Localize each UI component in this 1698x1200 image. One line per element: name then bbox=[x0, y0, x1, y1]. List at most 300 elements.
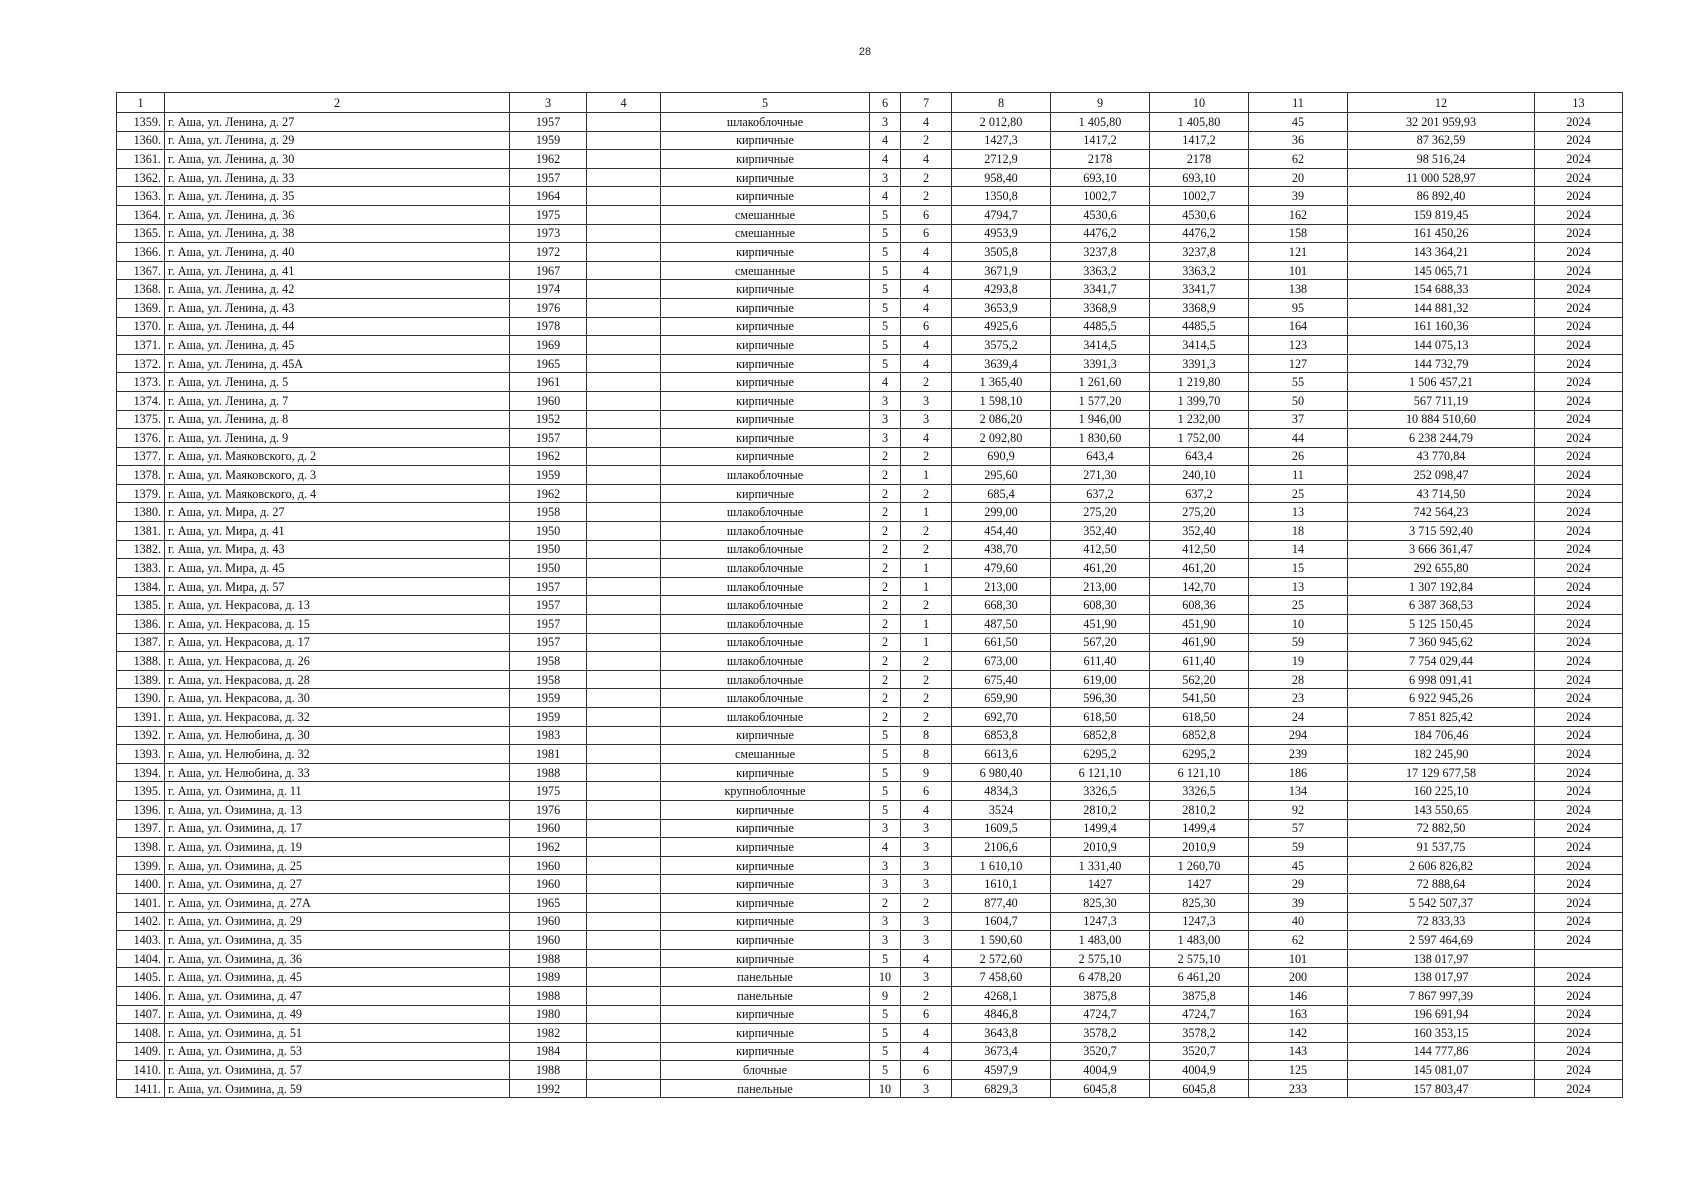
cell-address: г. Аша, ул. Маяковского, д. 4 bbox=[165, 484, 510, 503]
cell-year: 2024 bbox=[1535, 875, 1623, 894]
cell-area-col-10: 3520,7 bbox=[1150, 1042, 1249, 1061]
cell-floors: 3 bbox=[870, 856, 901, 875]
cell-address: г. Аша, ул. Мира, д. 27 bbox=[165, 503, 510, 522]
cell-area-col-10: 1 260,70 bbox=[1150, 856, 1249, 875]
cell-row-number: 1375. bbox=[117, 410, 165, 429]
table-row bbox=[117, 875, 1623, 894]
table-body bbox=[117, 113, 1623, 1098]
cell-total-area: 1609,5 bbox=[952, 819, 1051, 838]
housing-register-table bbox=[116, 92, 1623, 1098]
cell-entrances: 2 bbox=[901, 187, 952, 206]
cell-row-number: 1405. bbox=[117, 968, 165, 987]
cell-living-area: 3326,5 bbox=[1051, 782, 1150, 801]
cell-residents: 57 bbox=[1249, 819, 1348, 838]
cell-row-number: 1390. bbox=[117, 689, 165, 708]
cell-build-year: 1952 bbox=[510, 410, 587, 429]
cell-living-area: 6852,8 bbox=[1051, 726, 1150, 745]
cell-wall-material: кирпичные bbox=[661, 931, 870, 950]
cell-build-year: 1980 bbox=[510, 1005, 587, 1024]
column-header: 11 bbox=[1249, 93, 1348, 113]
cell-build-year: 1969 bbox=[510, 336, 587, 355]
cell-address: г. Аша, ул. Мира, д. 57 bbox=[165, 577, 510, 596]
cell-living-area: 643,4 bbox=[1051, 447, 1150, 466]
cell-row-number: 1410. bbox=[117, 1061, 165, 1080]
cell-address: г. Аша, ул. Некрасова, д. 17 bbox=[165, 633, 510, 652]
cell-residents: 15 bbox=[1249, 559, 1348, 578]
table-row bbox=[117, 596, 1623, 615]
cell-area-col-10: 3414,5 bbox=[1150, 336, 1249, 355]
cell-build-year: 1984 bbox=[510, 1042, 587, 1061]
cell-entrances: 2 bbox=[901, 670, 952, 689]
cell-row-number: 1359. bbox=[117, 113, 165, 132]
cell-wall-material: кирпичные bbox=[661, 856, 870, 875]
cell-col-4 bbox=[587, 113, 661, 132]
cell-floors: 3 bbox=[870, 410, 901, 429]
cell-residents: 142 bbox=[1249, 1024, 1348, 1043]
cell-residents: 158 bbox=[1249, 224, 1348, 243]
column-header: 5 bbox=[661, 93, 870, 113]
cell-row-number: 1388. bbox=[117, 652, 165, 671]
cell-entrances: 1 bbox=[901, 559, 952, 578]
column-header: 8 bbox=[952, 93, 1051, 113]
cell-col-4 bbox=[587, 168, 661, 187]
cell-row-number: 1366. bbox=[117, 243, 165, 262]
cell-address: г. Аша, ул. Ленина, д. 38 bbox=[165, 224, 510, 243]
cell-year: 2024 bbox=[1535, 391, 1623, 410]
table-row bbox=[117, 205, 1623, 224]
cell-living-area: 275,20 bbox=[1051, 503, 1150, 522]
cell-entrances: 6 bbox=[901, 1005, 952, 1024]
cell-build-year: 1992 bbox=[510, 1079, 587, 1098]
cell-col-4 bbox=[587, 540, 661, 559]
cell-floors: 5 bbox=[870, 261, 901, 280]
cell-col-4 bbox=[587, 633, 661, 652]
cell-wall-material: блочные bbox=[661, 1061, 870, 1080]
cell-cost: 2 606 826,82 bbox=[1348, 856, 1535, 875]
cell-col-4 bbox=[587, 856, 661, 875]
cell-residents: 45 bbox=[1249, 113, 1348, 132]
cell-area-col-10: 6 121,10 bbox=[1150, 763, 1249, 782]
cell-year: 2024 bbox=[1535, 410, 1623, 429]
table-row bbox=[117, 522, 1623, 541]
cell-year: 2024 bbox=[1535, 763, 1623, 782]
cell-area-col-10: 2810,2 bbox=[1150, 800, 1249, 819]
cell-floors: 10 bbox=[870, 1079, 901, 1098]
cell-living-area: 4004,9 bbox=[1051, 1061, 1150, 1080]
cell-cost: 144 732,79 bbox=[1348, 354, 1535, 373]
cell-living-area: 2810,2 bbox=[1051, 800, 1150, 819]
cell-cost: 144 075,13 bbox=[1348, 336, 1535, 355]
cell-row-number: 1397. bbox=[117, 819, 165, 838]
cell-entrances: 2 bbox=[901, 522, 952, 541]
table-row bbox=[117, 745, 1623, 764]
cell-living-area: 2178 bbox=[1051, 150, 1150, 169]
cell-row-number: 1385. bbox=[117, 596, 165, 615]
cell-residents: 19 bbox=[1249, 652, 1348, 671]
table-row bbox=[117, 1005, 1623, 1024]
cell-living-area: 1427 bbox=[1051, 875, 1150, 894]
cell-cost: 196 691,94 bbox=[1348, 1005, 1535, 1024]
cell-total-area: 4925,6 bbox=[952, 317, 1051, 336]
cell-total-area: 1 598,10 bbox=[952, 391, 1051, 410]
cell-wall-material: кирпичные bbox=[661, 280, 870, 299]
cell-row-number: 1369. bbox=[117, 298, 165, 317]
cell-build-year: 1988 bbox=[510, 1061, 587, 1080]
cell-col-4 bbox=[587, 912, 661, 931]
cell-col-4 bbox=[587, 354, 661, 373]
cell-total-area: 2 572,60 bbox=[952, 949, 1051, 968]
cell-col-4 bbox=[587, 243, 661, 262]
cell-living-area: 1499,4 bbox=[1051, 819, 1150, 838]
cell-floors: 2 bbox=[870, 484, 901, 503]
cell-floors: 4 bbox=[870, 373, 901, 392]
cell-year: 2024 bbox=[1535, 261, 1623, 280]
cell-year: 2024 bbox=[1535, 447, 1623, 466]
cell-year: 2024 bbox=[1535, 224, 1623, 243]
cell-build-year: 1978 bbox=[510, 317, 587, 336]
cell-residents: 164 bbox=[1249, 317, 1348, 336]
cell-year: 2024 bbox=[1535, 670, 1623, 689]
cell-living-area: 6 478,20 bbox=[1051, 968, 1150, 987]
cell-row-number: 1398. bbox=[117, 838, 165, 857]
cell-address: г. Аша, ул. Ленина, д. 45 bbox=[165, 336, 510, 355]
cell-address: г. Аша, ул. Ленина, д. 27 bbox=[165, 113, 510, 132]
cell-address: г. Аша, ул. Мира, д. 45 bbox=[165, 559, 510, 578]
cell-build-year: 1974 bbox=[510, 280, 587, 299]
cell-row-number: 1368. bbox=[117, 280, 165, 299]
cell-col-4 bbox=[587, 689, 661, 708]
cell-address: г. Аша, ул. Озимина, д. 11 bbox=[165, 782, 510, 801]
cell-total-area: 3643,8 bbox=[952, 1024, 1051, 1043]
table-row bbox=[117, 633, 1623, 652]
cell-total-area: 2 086,20 bbox=[952, 410, 1051, 429]
cell-col-4 bbox=[587, 596, 661, 615]
cell-col-4 bbox=[587, 1024, 661, 1043]
cell-build-year: 1962 bbox=[510, 447, 587, 466]
cell-address: г. Аша, ул. Озимина, д. 35 bbox=[165, 931, 510, 950]
cell-col-4 bbox=[587, 615, 661, 634]
cell-floors: 2 bbox=[870, 708, 901, 727]
cell-cost: 159 819,45 bbox=[1348, 205, 1535, 224]
cell-wall-material: кирпичные bbox=[661, 429, 870, 448]
cell-wall-material: смешанные bbox=[661, 205, 870, 224]
cell-cost: 1 506 457,21 bbox=[1348, 373, 1535, 392]
cell-wall-material: панельные bbox=[661, 968, 870, 987]
cell-wall-material: кирпичные bbox=[661, 949, 870, 968]
cell-address: г. Аша, ул. Ленина, д. 35 bbox=[165, 187, 510, 206]
cell-entrances: 1 bbox=[901, 577, 952, 596]
cell-wall-material: кирпичные bbox=[661, 484, 870, 503]
cell-total-area: 4293,8 bbox=[952, 280, 1051, 299]
cell-residents: 95 bbox=[1249, 298, 1348, 317]
cell-floors: 4 bbox=[870, 131, 901, 150]
cell-wall-material: смешанные bbox=[661, 224, 870, 243]
column-header: 12 bbox=[1348, 93, 1535, 113]
cell-residents: 18 bbox=[1249, 522, 1348, 541]
cell-build-year: 1975 bbox=[510, 782, 587, 801]
cell-area-col-10: 461,20 bbox=[1150, 559, 1249, 578]
cell-cost: 17 129 677,58 bbox=[1348, 763, 1535, 782]
cell-row-number: 1409. bbox=[117, 1042, 165, 1061]
cell-row-number: 1376. bbox=[117, 429, 165, 448]
cell-total-area: 668,30 bbox=[952, 596, 1051, 615]
table-row bbox=[117, 763, 1623, 782]
cell-col-4 bbox=[587, 447, 661, 466]
cell-row-number: 1365. bbox=[117, 224, 165, 243]
cell-wall-material: кирпичные bbox=[661, 373, 870, 392]
cell-build-year: 1960 bbox=[510, 875, 587, 894]
cell-entrances: 2 bbox=[901, 708, 952, 727]
table-row bbox=[117, 354, 1623, 373]
cell-address: г. Аша, ул. Ленина, д. 40 bbox=[165, 243, 510, 262]
cell-row-number: 1372. bbox=[117, 354, 165, 373]
cell-residents: 134 bbox=[1249, 782, 1348, 801]
table-row bbox=[117, 131, 1623, 150]
cell-col-4 bbox=[587, 968, 661, 987]
cell-build-year: 1962 bbox=[510, 484, 587, 503]
cell-row-number: 1389. bbox=[117, 670, 165, 689]
cell-residents: 123 bbox=[1249, 336, 1348, 355]
cell-residents: 59 bbox=[1249, 838, 1348, 857]
cell-floors: 2 bbox=[870, 596, 901, 615]
cell-area-col-10: 2 575,10 bbox=[1150, 949, 1249, 968]
cell-total-area: 2 012,80 bbox=[952, 113, 1051, 132]
cell-col-4 bbox=[587, 373, 661, 392]
cell-cost: 161 160,36 bbox=[1348, 317, 1535, 336]
cell-total-area: 299,00 bbox=[952, 503, 1051, 522]
cell-build-year: 1960 bbox=[510, 931, 587, 950]
cell-row-number: 1362. bbox=[117, 168, 165, 187]
cell-entrances: 2 bbox=[901, 447, 952, 466]
cell-wall-material: кирпичные bbox=[661, 391, 870, 410]
cell-area-col-10: 352,40 bbox=[1150, 522, 1249, 541]
cell-cost: 6 998 091,41 bbox=[1348, 670, 1535, 689]
cell-entrances: 1 bbox=[901, 615, 952, 634]
cell-address: г. Аша, ул. Озимина, д. 17 bbox=[165, 819, 510, 838]
table-row bbox=[117, 800, 1623, 819]
cell-row-number: 1400. bbox=[117, 875, 165, 894]
cell-row-number: 1371. bbox=[117, 336, 165, 355]
cell-year: 2024 bbox=[1535, 931, 1623, 950]
cell-address: г. Аша, ул. Озимина, д. 47 bbox=[165, 986, 510, 1005]
cell-row-number: 1370. bbox=[117, 317, 165, 336]
cell-col-4 bbox=[587, 336, 661, 355]
cell-col-4 bbox=[587, 652, 661, 671]
cell-wall-material: шлакоблочные bbox=[661, 559, 870, 578]
table-row bbox=[117, 559, 1623, 578]
cell-residents: 13 bbox=[1249, 577, 1348, 596]
cell-year: 2024 bbox=[1535, 298, 1623, 317]
cell-address: г. Аша, ул. Ленина, д. 45А bbox=[165, 354, 510, 373]
cell-row-number: 1396. bbox=[117, 800, 165, 819]
cell-cost: 567 711,19 bbox=[1348, 391, 1535, 410]
cell-floors: 5 bbox=[870, 1061, 901, 1080]
cell-address: г. Аша, ул. Озимина, д. 36 bbox=[165, 949, 510, 968]
cell-living-area: 637,2 bbox=[1051, 484, 1150, 503]
cell-wall-material: кирпичные bbox=[661, 1005, 870, 1024]
cell-floors: 3 bbox=[870, 168, 901, 187]
cell-row-number: 1399. bbox=[117, 856, 165, 875]
cell-area-col-10: 611,40 bbox=[1150, 652, 1249, 671]
cell-residents: 121 bbox=[1249, 243, 1348, 262]
cell-floors: 5 bbox=[870, 800, 901, 819]
cell-total-area: 690,9 bbox=[952, 447, 1051, 466]
cell-floors: 2 bbox=[870, 447, 901, 466]
cell-cost: 252 098,47 bbox=[1348, 466, 1535, 485]
cell-wall-material: кирпичные bbox=[661, 168, 870, 187]
cell-wall-material: кирпичные bbox=[661, 187, 870, 206]
cell-build-year: 1982 bbox=[510, 1024, 587, 1043]
cell-row-number: 1408. bbox=[117, 1024, 165, 1043]
cell-total-area: 685,4 bbox=[952, 484, 1051, 503]
cell-floors: 2 bbox=[870, 670, 901, 689]
cell-row-number: 1394. bbox=[117, 763, 165, 782]
cell-build-year: 1973 bbox=[510, 224, 587, 243]
cell-living-area: 6045,8 bbox=[1051, 1079, 1150, 1098]
cell-address: г. Аша, ул. Озимина, д. 19 bbox=[165, 838, 510, 857]
cell-row-number: 1401. bbox=[117, 893, 165, 912]
table-row bbox=[117, 261, 1623, 280]
cell-col-4 bbox=[587, 224, 661, 243]
cell-row-number: 1373. bbox=[117, 373, 165, 392]
cell-entrances: 2 bbox=[901, 484, 952, 503]
table-row bbox=[117, 1042, 1623, 1061]
cell-living-area: 213,00 bbox=[1051, 577, 1150, 596]
cell-row-number: 1403. bbox=[117, 931, 165, 950]
table-row bbox=[117, 856, 1623, 875]
cell-total-area: 6 980,40 bbox=[952, 763, 1051, 782]
cell-entrances: 4 bbox=[901, 280, 952, 299]
cell-floors: 10 bbox=[870, 968, 901, 987]
cell-wall-material: шлакоблочные bbox=[661, 670, 870, 689]
table-row bbox=[117, 782, 1623, 801]
cell-residents: 101 bbox=[1249, 261, 1348, 280]
cell-wall-material: кирпичные bbox=[661, 912, 870, 931]
table-row bbox=[117, 298, 1623, 317]
cell-build-year: 1950 bbox=[510, 540, 587, 559]
cell-living-area: 619,00 bbox=[1051, 670, 1150, 689]
cell-build-year: 1958 bbox=[510, 652, 587, 671]
cell-living-area: 3341,7 bbox=[1051, 280, 1150, 299]
cell-year: 2024 bbox=[1535, 633, 1623, 652]
cell-cost: 154 688,33 bbox=[1348, 280, 1535, 299]
cell-address: г. Аша, ул. Ленина, д. 5 bbox=[165, 373, 510, 392]
cell-entrances: 6 bbox=[901, 224, 952, 243]
cell-cost: 144 881,32 bbox=[1348, 298, 1535, 317]
cell-year: 2024 bbox=[1535, 503, 1623, 522]
cell-total-area: 3524 bbox=[952, 800, 1051, 819]
cell-residents: 14 bbox=[1249, 540, 1348, 559]
cell-year: 2024 bbox=[1535, 986, 1623, 1005]
cell-residents: 163 bbox=[1249, 1005, 1348, 1024]
cell-build-year: 1957 bbox=[510, 168, 587, 187]
cell-address: г. Аша, ул. Озимина, д. 51 bbox=[165, 1024, 510, 1043]
cell-area-col-10: 1 399,70 bbox=[1150, 391, 1249, 410]
column-header: 4 bbox=[587, 93, 661, 113]
cell-floors: 5 bbox=[870, 298, 901, 317]
cell-col-4 bbox=[587, 429, 661, 448]
cell-build-year: 1983 bbox=[510, 726, 587, 745]
cell-residents: 39 bbox=[1249, 893, 1348, 912]
cell-floors: 5 bbox=[870, 1024, 901, 1043]
cell-total-area: 4597,9 bbox=[952, 1061, 1051, 1080]
cell-year: 2024 bbox=[1535, 1024, 1623, 1043]
cell-entrances: 2 bbox=[901, 652, 952, 671]
cell-living-area: 608,30 bbox=[1051, 596, 1150, 615]
column-header: 3 bbox=[510, 93, 587, 113]
cell-residents: 186 bbox=[1249, 763, 1348, 782]
cell-build-year: 1950 bbox=[510, 559, 587, 578]
cell-build-year: 1957 bbox=[510, 113, 587, 132]
cell-wall-material: смешанные bbox=[661, 261, 870, 280]
cell-entrances: 2 bbox=[901, 540, 952, 559]
cell-total-area: 4794,7 bbox=[952, 205, 1051, 224]
cell-living-area: 611,40 bbox=[1051, 652, 1150, 671]
cell-floors: 2 bbox=[870, 466, 901, 485]
cell-wall-material: шлакоблочные bbox=[661, 540, 870, 559]
cell-year: 2024 bbox=[1535, 708, 1623, 727]
table-row bbox=[117, 986, 1623, 1005]
cell-address: г. Аша, ул. Ленина, д. 29 bbox=[165, 131, 510, 150]
cell-cost: 7 360 945,62 bbox=[1348, 633, 1535, 652]
table-row bbox=[117, 726, 1623, 745]
cell-build-year: 1967 bbox=[510, 261, 587, 280]
cell-year: 2024 bbox=[1535, 205, 1623, 224]
cell-year: 2024 bbox=[1535, 1005, 1623, 1024]
cell-living-area: 1417,2 bbox=[1051, 131, 1150, 150]
cell-floors: 3 bbox=[870, 931, 901, 950]
cell-entrances: 3 bbox=[901, 875, 952, 894]
cell-row-number: 1411. bbox=[117, 1079, 165, 1098]
cell-row-number: 1379. bbox=[117, 484, 165, 503]
cell-year: 2024 bbox=[1535, 577, 1623, 596]
table-row bbox=[117, 708, 1623, 727]
cell-total-area: 4953,9 bbox=[952, 224, 1051, 243]
cell-address: г. Аша, ул. Маяковского, д. 3 bbox=[165, 466, 510, 485]
cell-total-area: 487,50 bbox=[952, 615, 1051, 634]
cell-total-area: 1610,1 bbox=[952, 875, 1051, 894]
cell-row-number: 1383. bbox=[117, 559, 165, 578]
cell-entrances: 1 bbox=[901, 466, 952, 485]
cell-residents: 125 bbox=[1249, 1061, 1348, 1080]
cell-total-area: 213,00 bbox=[952, 577, 1051, 596]
cell-wall-material: панельные bbox=[661, 986, 870, 1005]
cell-area-col-10: 6852,8 bbox=[1150, 726, 1249, 745]
cell-area-col-10: 275,20 bbox=[1150, 503, 1249, 522]
cell-wall-material: смешанные bbox=[661, 745, 870, 764]
cell-col-4 bbox=[587, 670, 661, 689]
cell-col-4 bbox=[587, 187, 661, 206]
cell-col-4 bbox=[587, 317, 661, 336]
cell-col-4 bbox=[587, 1079, 661, 1098]
cell-build-year: 1965 bbox=[510, 893, 587, 912]
cell-year: 2024 bbox=[1535, 243, 1623, 262]
cell-cost: 10 884 510,60 bbox=[1348, 410, 1535, 429]
cell-residents: 23 bbox=[1249, 689, 1348, 708]
cell-col-4 bbox=[587, 205, 661, 224]
cell-col-4 bbox=[587, 726, 661, 745]
cell-address: г. Аша, ул. Ленина, д. 7 bbox=[165, 391, 510, 410]
cell-entrances: 4 bbox=[901, 243, 952, 262]
cell-living-area: 4476,2 bbox=[1051, 224, 1150, 243]
cell-cost: 72 882,50 bbox=[1348, 819, 1535, 838]
cell-address: г. Аша, ул. Озимина, д. 57 bbox=[165, 1061, 510, 1080]
cell-living-area: 271,30 bbox=[1051, 466, 1150, 485]
cell-year: 2024 bbox=[1535, 856, 1623, 875]
cell-col-4 bbox=[587, 522, 661, 541]
cell-area-col-10: 3391,3 bbox=[1150, 354, 1249, 373]
cell-area-col-10: 3363,2 bbox=[1150, 261, 1249, 280]
